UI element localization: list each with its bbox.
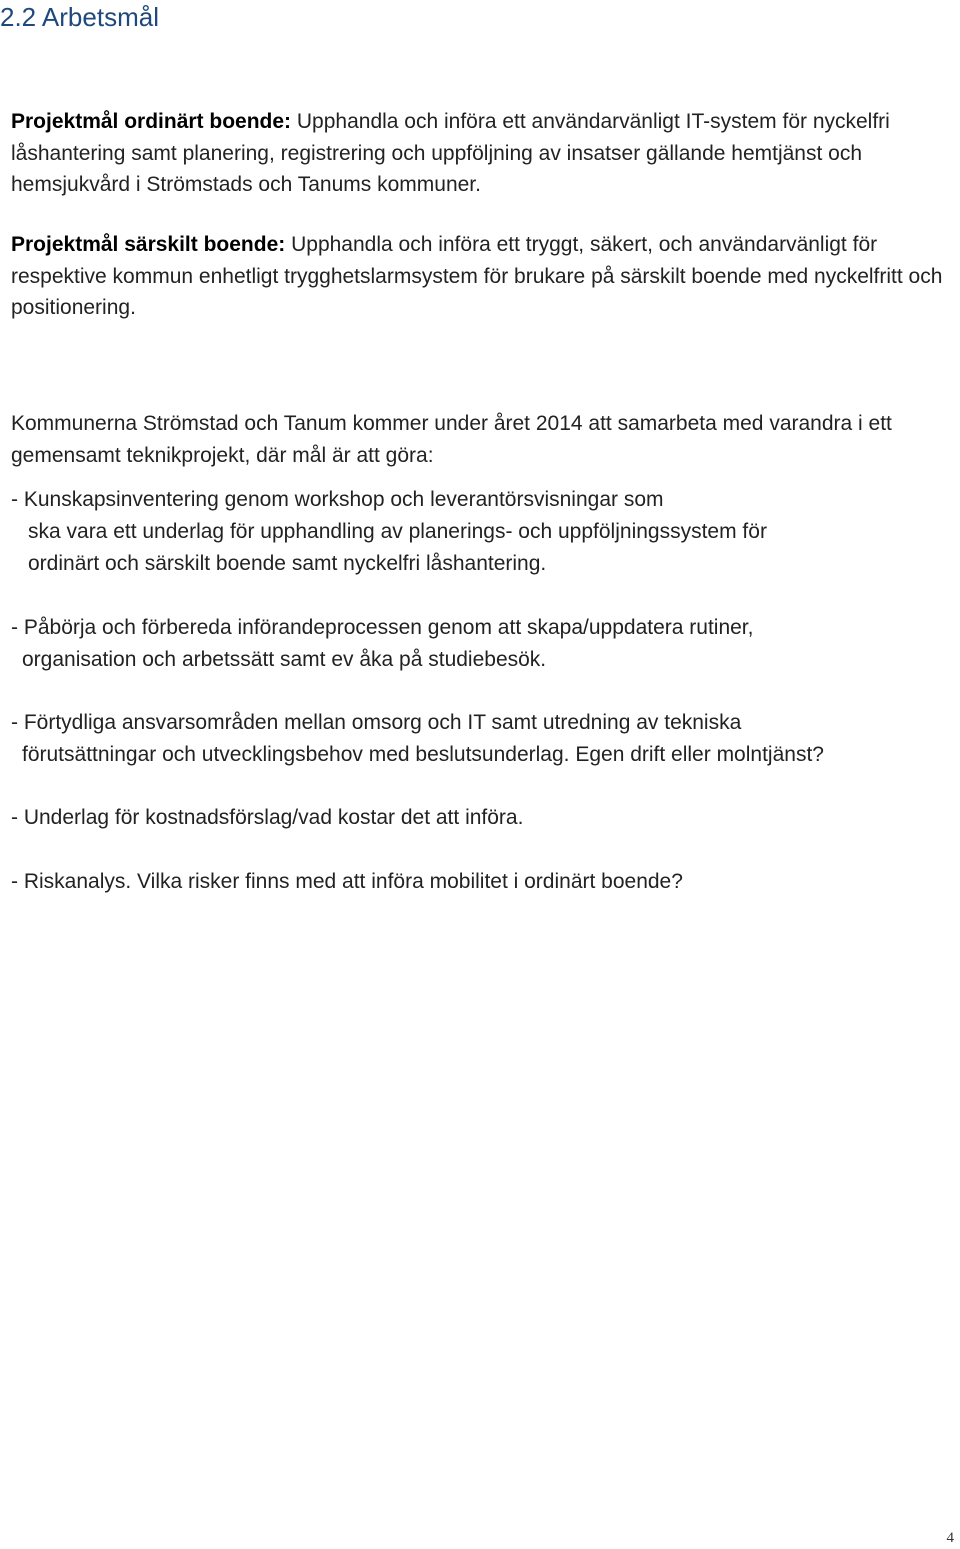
- bullet-line: ska vara ett underlag för upphandling av planerings- och uppföljningssystem för: [28, 520, 767, 543]
- bullet-line: ordinärt och särskilt boende samt nyckelfri låshantering.: [28, 552, 547, 575]
- bullet-line: - Underlag för kostnadsförslag/vad kostar det att införa.: [11, 806, 524, 829]
- page-number: 4: [946, 1530, 954, 1546]
- intro-paragraph: Kommunerna Strömstad och Tanum kommer under året 2014 att samarbeta med varandra i ett gemensamt teknikprojekt, där mål är att göra:: [11, 412, 892, 467]
- section-heading: 2.2 Arbetsmål: [0, 2, 159, 32]
- goal-ordinary-label: Projektmål ordinärt boende:: [11, 110, 292, 133]
- bullet-item: [11, 802, 523, 834]
- bullet-item: [11, 866, 683, 898]
- bullet-item: [11, 612, 753, 676]
- bullet-line: förutsättningar och utvecklingsbehov med beslutsunderlag. Egen drift eller molntjänst?: [22, 743, 824, 766]
- bullet-item: [11, 707, 824, 771]
- bullet-line: - Påbörja och förbereda införandeprocessen genom att skapa/uppdatera rutiner,: [11, 616, 754, 639]
- bullet-line: organisation och arbetssätt samt ev åka på studiebesök.: [22, 648, 547, 671]
- bullet-item: [11, 484, 767, 580]
- bullet-line: - Kunskapsinventering genom workshop och leverantörsvisningar som: [11, 488, 664, 511]
- goal-ordinary-paragraph: [11, 106, 946, 201]
- goal-special-paragraph: [11, 229, 956, 324]
- goal-special-label: Projektmål särskilt boende:: [11, 233, 286, 256]
- bullet-line: - Förtydliga ansvarsområden mellan omsorg och IT samt utredning av tekniska: [11, 711, 742, 734]
- goal-special-text: Upphandla och införa ett tryggt, säkert, och användarvänligt för respektive kommun enhetligt trygghetslarmsystem för brukare på särskilt boende med nyckelfritt och positionering.: [11, 233, 943, 319]
- goal-ordinary-text: Upphandla och införa ett användarvänligt IT-system för nyckelfri låshantering samt planering, registrering och uppföljning av insatser gällande hemtjänst och hemsjukvård i Strömstads och Tanums kommuner.: [11, 110, 890, 196]
- bullet-line: - Riskanalys. Vilka risker finns med att införa mobilitet i ordinärt boende?: [11, 870, 683, 893]
